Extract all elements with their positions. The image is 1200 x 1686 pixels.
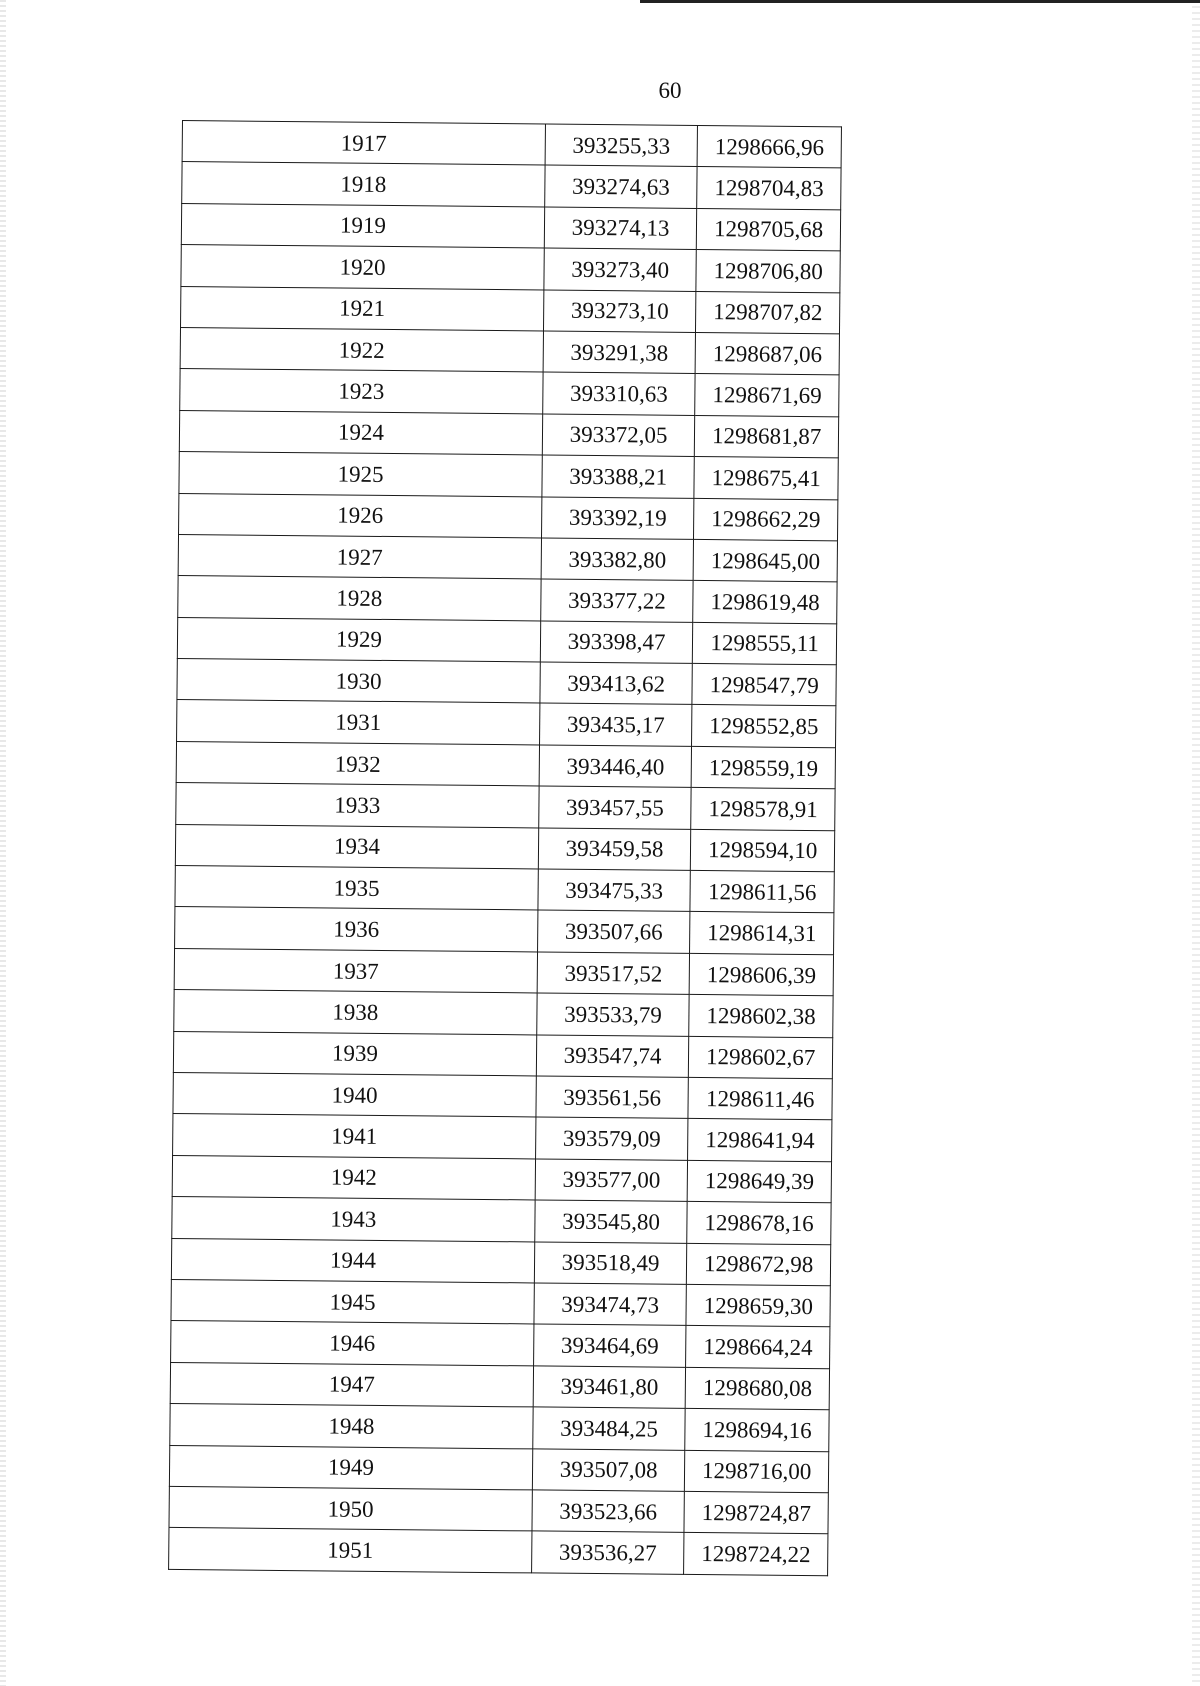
page-number: 60 — [658, 78, 682, 103]
coordinate-y-cell: 1298602,38 — [689, 995, 833, 1038]
table-row — [173, 1072, 832, 1120]
coordinate-x-cell: 393475,33 — [538, 869, 691, 912]
table-row — [176, 741, 835, 789]
coordinate-x-cell: 393517,52 — [537, 952, 690, 995]
table-row — [177, 659, 836, 707]
table-row — [172, 1197, 831, 1245]
table-row — [181, 245, 840, 293]
point-number-cell: 1945 — [171, 1279, 534, 1324]
coordinate-x-cell: 393382,80 — [541, 538, 694, 581]
scan-edge-right — [1192, 0, 1200, 1686]
coordinate-x-cell: 393446,40 — [539, 745, 692, 788]
coordinate-y-cell: 1298694,16 — [685, 1409, 829, 1452]
coordinate-x-cell: 393435,17 — [539, 703, 692, 746]
point-number-cell: 1938 — [174, 990, 537, 1035]
point-number-cell: 1931 — [177, 700, 540, 745]
coordinate-x-cell: 393579,09 — [535, 1117, 688, 1160]
coordinate-y-cell: 1298671,69 — [695, 374, 839, 417]
point-number-cell: 1942 — [172, 1155, 535, 1200]
coordinate-y-cell: 1298724,87 — [684, 1491, 828, 1534]
point-number-cell: 1936 — [175, 907, 538, 952]
coordinate-y-cell: 1298687,06 — [695, 332, 839, 375]
coordinate-x-cell: 393457,55 — [539, 786, 692, 829]
point-number-cell: 1921 — [181, 286, 544, 331]
scan-edge-left — [0, 0, 6, 1686]
coordinate-x-cell: 393533,79 — [537, 993, 690, 1036]
coordinate-y-cell: 1298704,83 — [697, 167, 841, 210]
point-number-cell: 1950 — [169, 1486, 532, 1531]
coordinate-y-cell: 1298552,85 — [692, 705, 836, 748]
point-number-cell: 1944 — [171, 1238, 534, 1283]
point-number-cell: 1929 — [177, 617, 540, 662]
table-row — [169, 1528, 828, 1576]
table-row — [177, 617, 836, 665]
coordinate-y-cell: 1298611,56 — [690, 870, 834, 913]
table-row — [171, 1238, 830, 1286]
coordinate-y-cell: 1298678,16 — [687, 1202, 831, 1245]
coordinate-y-cell: 1298705,68 — [697, 208, 841, 251]
coordinate-x-cell: 393507,66 — [537, 910, 690, 953]
point-number-cell: 1926 — [179, 493, 542, 538]
table-row — [174, 948, 833, 996]
coordinate-y-cell: 1298641,94 — [688, 1119, 832, 1162]
point-number-cell: 1922 — [180, 327, 543, 372]
coordinate-y-cell: 1298666,96 — [697, 125, 841, 168]
coordinate-x-cell: 393372,05 — [542, 414, 695, 457]
point-number-cell: 1933 — [176, 783, 539, 828]
coordinate-y-cell: 1298614,31 — [690, 912, 834, 955]
point-number-cell: 1920 — [181, 245, 544, 290]
coordinate-y-cell: 1298619,48 — [693, 581, 837, 624]
table-row — [169, 1445, 828, 1493]
table-row — [180, 369, 839, 417]
coordinate-y-cell: 1298664,24 — [686, 1326, 830, 1369]
table-row — [170, 1362, 829, 1410]
coordinate-y-cell: 1298681,87 — [695, 415, 839, 458]
table-row — [180, 327, 839, 375]
coordinate-x-cell: 393274,13 — [544, 207, 697, 250]
table-row — [172, 1155, 831, 1203]
point-number-cell: 1949 — [169, 1445, 532, 1490]
point-number-cell: 1924 — [179, 410, 542, 455]
point-number-cell: 1935 — [175, 866, 538, 911]
coordinate-x-cell: 393484,25 — [533, 1407, 686, 1450]
coordinate-y-cell: 1298611,46 — [688, 1077, 832, 1120]
table-row — [170, 1404, 829, 1452]
coordinate-x-cell: 393523,66 — [532, 1490, 685, 1533]
point-number-cell: 1918 — [182, 162, 545, 207]
coordinate-y-cell: 1298724,22 — [684, 1533, 828, 1576]
point-number-cell: 1939 — [173, 1031, 536, 1076]
point-number-cell: 1941 — [173, 1114, 536, 1159]
coordinate-y-cell: 1298707,82 — [696, 291, 840, 334]
table-row — [175, 866, 834, 914]
coordinate-x-cell: 393291,38 — [543, 331, 696, 374]
coordinate-y-cell: 1298672,98 — [687, 1243, 831, 1286]
coordinate-x-cell: 393459,58 — [538, 828, 691, 871]
table-row — [175, 907, 834, 955]
coordinate-x-cell: 393388,21 — [542, 455, 695, 498]
coordinate-x-cell: 393273,10 — [543, 290, 696, 333]
point-number-cell: 1928 — [178, 576, 541, 621]
table-row — [171, 1279, 830, 1327]
coordinate-y-cell: 1298675,41 — [694, 457, 838, 500]
point-number-cell: 1951 — [169, 1528, 532, 1573]
table-row — [176, 783, 835, 831]
coordinate-y-cell: 1298662,29 — [694, 498, 838, 541]
coordinate-x-cell: 393474,73 — [534, 1283, 687, 1326]
coordinate-x-cell: 393413,62 — [540, 662, 693, 705]
coordinate-x-cell: 393518,49 — [534, 1241, 687, 1284]
coordinate-x-cell: 393561,56 — [536, 1076, 689, 1119]
coordinate-y-cell: 1298547,79 — [692, 664, 836, 707]
table-row — [178, 576, 837, 624]
coordinate-y-cell: 1298659,30 — [686, 1284, 830, 1327]
point-number-cell: 1937 — [174, 948, 537, 993]
coordinate-y-cell: 1298594,10 — [691, 829, 835, 872]
coordinate-y-cell: 1298578,91 — [691, 788, 835, 831]
coordinate-x-cell: 393464,69 — [533, 1324, 686, 1367]
coordinate-x-cell: 393536,27 — [531, 1531, 684, 1574]
table-row — [182, 121, 841, 169]
coordinate-x-cell: 393507,08 — [532, 1448, 685, 1491]
point-number-cell: 1930 — [177, 659, 540, 704]
table-row — [178, 534, 837, 582]
coordinate-y-cell: 1298680,08 — [685, 1367, 829, 1410]
coordinate-y-cell: 1298606,39 — [689, 953, 833, 996]
coordinate-y-cell: 1298706,80 — [696, 250, 840, 293]
coordinate-x-cell: 393377,22 — [541, 579, 694, 622]
point-number-cell: 1946 — [171, 1321, 534, 1366]
point-number-cell: 1919 — [181, 203, 544, 248]
coordinate-x-cell: 393392,19 — [541, 496, 694, 539]
point-number-cell: 1932 — [176, 741, 539, 786]
point-number-cell: 1934 — [175, 824, 538, 869]
table-row — [179, 493, 838, 541]
point-number-cell: 1948 — [170, 1404, 533, 1449]
table-row — [181, 203, 840, 251]
coordinate-x-cell: 393545,80 — [535, 1200, 688, 1243]
coordinate-x-cell: 393273,40 — [544, 248, 697, 291]
point-number-cell: 1940 — [173, 1072, 536, 1117]
point-number-cell: 1923 — [180, 369, 543, 414]
table-row — [177, 700, 836, 748]
table-row — [182, 162, 841, 210]
table-row — [179, 410, 838, 458]
table-row — [174, 990, 833, 1038]
coordinate-x-cell: 393547,74 — [536, 1035, 689, 1078]
table-row — [171, 1321, 830, 1369]
coordinate-x-cell: 393577,00 — [535, 1159, 688, 1202]
point-number-cell: 1925 — [179, 452, 542, 497]
coordinate-x-cell: 393255,33 — [545, 124, 698, 167]
coordinates-table-body — [169, 121, 842, 1576]
coordinate-x-cell: 393274,63 — [545, 165, 698, 208]
coordinate-y-cell: 1298645,00 — [693, 539, 837, 582]
table-row — [179, 452, 838, 500]
coordinate-x-cell: 393310,63 — [543, 372, 696, 415]
table-row — [169, 1486, 828, 1534]
point-number-cell: 1943 — [172, 1197, 535, 1242]
coordinates-table — [168, 120, 842, 1576]
table-row — [173, 1114, 832, 1162]
table-row — [181, 286, 840, 334]
top-rule — [640, 0, 1200, 3]
coordinate-x-cell: 393461,80 — [533, 1366, 686, 1409]
point-number-cell: 1917 — [182, 121, 545, 166]
coordinate-y-cell: 1298555,11 — [693, 622, 837, 665]
coordinate-y-cell: 1298649,39 — [687, 1160, 831, 1203]
coordinate-y-cell: 1298602,67 — [689, 1036, 833, 1079]
coordinate-y-cell: 1298559,19 — [691, 746, 835, 789]
table-row — [175, 824, 834, 872]
point-number-cell: 1927 — [178, 534, 541, 579]
coordinate-y-cell: 1298716,00 — [685, 1450, 829, 1493]
table-row — [173, 1031, 832, 1079]
point-number-cell: 1947 — [170, 1362, 533, 1407]
coordinate-x-cell: 393398,47 — [540, 621, 693, 664]
